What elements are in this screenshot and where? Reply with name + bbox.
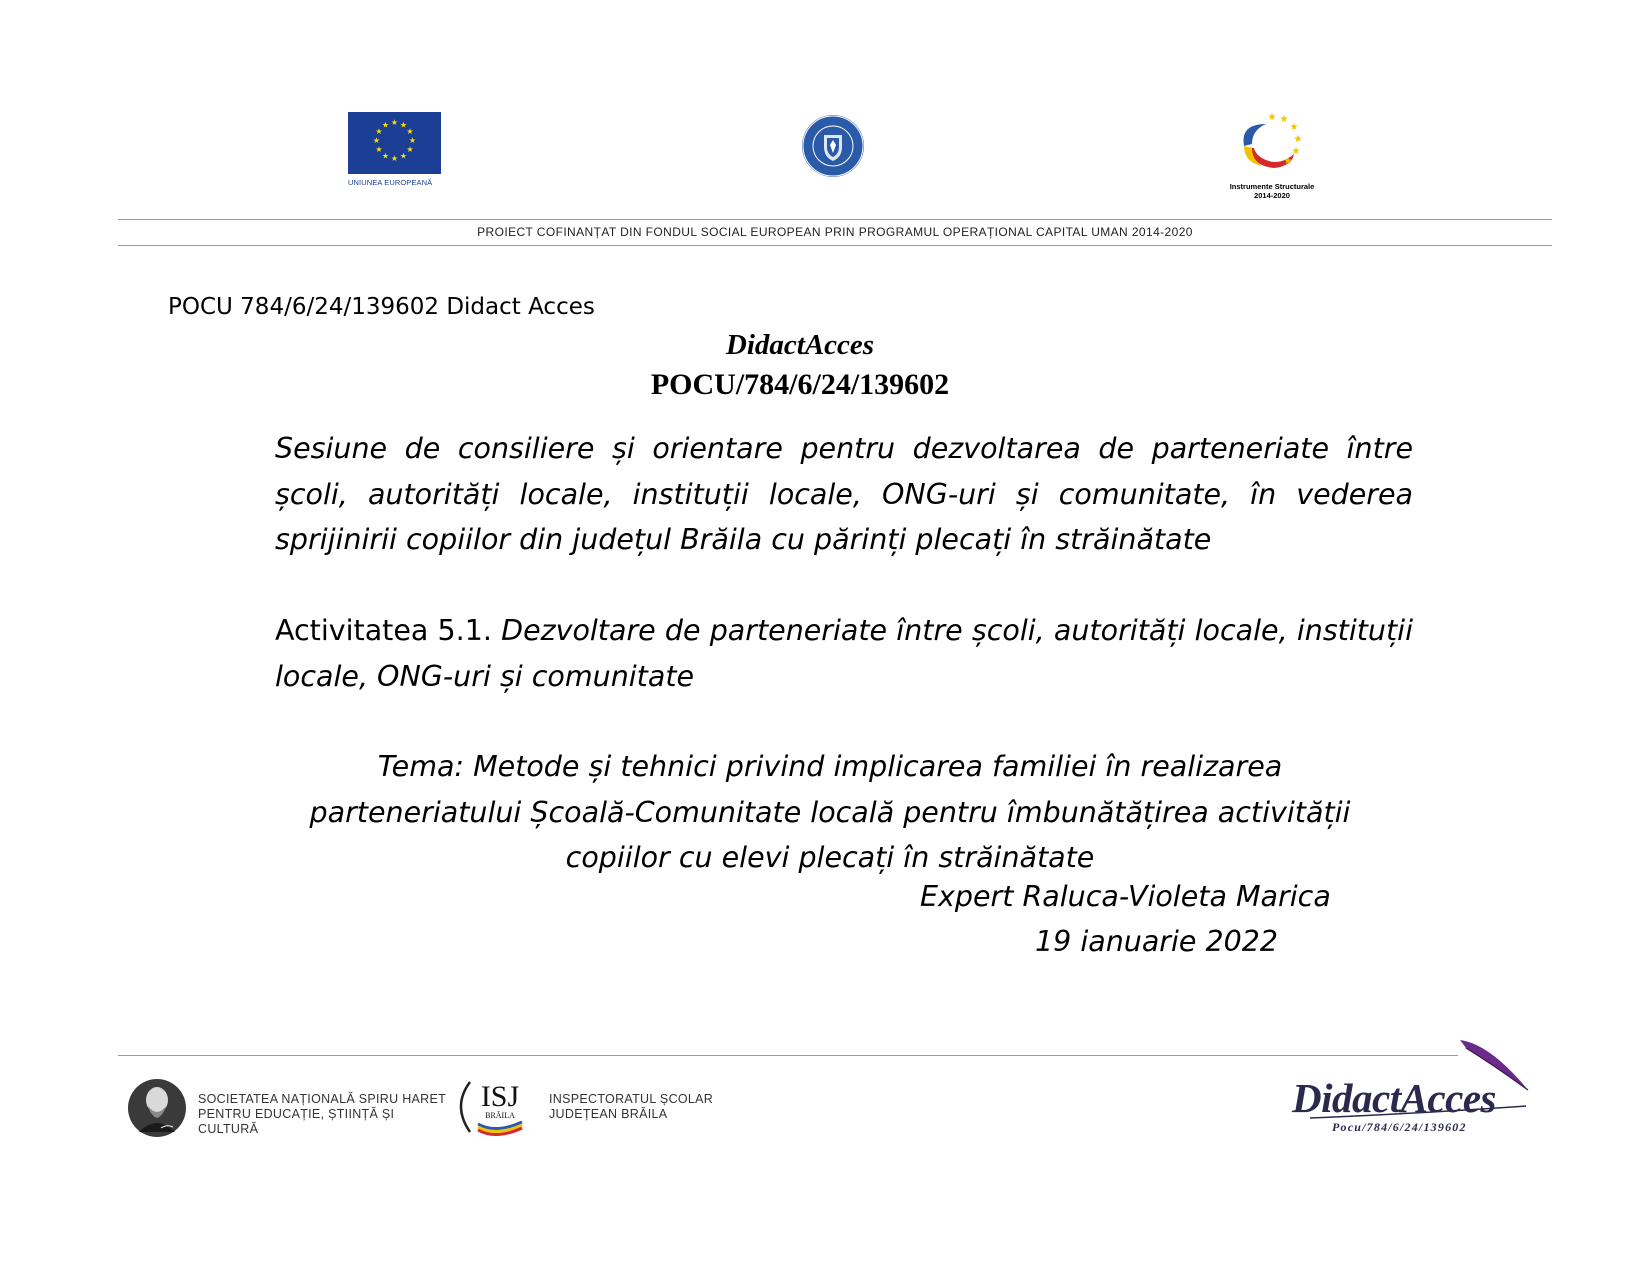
svg-text:★: ★ <box>399 151 408 161</box>
theme-block <box>265 744 1395 881</box>
svg-text:★: ★ <box>375 127 383 136</box>
svg-text:★: ★ <box>381 120 390 130</box>
svg-text:★: ★ <box>1291 146 1301 157</box>
is-caption-line1: Instrumente Structurale <box>1229 182 1315 191</box>
isj-braila-logo <box>456 1072 536 1140</box>
theme-line-1: Tema: Metode și tehnici privind implicarea familiei în realizarea <box>377 750 1283 783</box>
isj-line-1: INSPECTORATUL ȘCOLAR <box>549 1092 714 1106</box>
eu-logo <box>348 112 443 192</box>
instrumente-structurale-logo <box>1222 110 1322 205</box>
isj-logo-letters: ISJ <box>480 1080 520 1113</box>
svg-text:★: ★ <box>408 136 417 145</box>
spiru-line-1: SOCIETATEA NAȚIONALĂ SPIRU HARET <box>198 1092 447 1106</box>
theme-line-2: parteneriatului Școală-Comunitate locală pentru îmbunătățirea activității <box>309 795 1351 829</box>
activity-label: Activitatea 5.1. <box>275 614 502 647</box>
svg-text:★: ★ <box>375 145 383 154</box>
project-title-name: DidactAcces <box>725 329 875 361</box>
svg-text:★: ★ <box>406 145 414 154</box>
svg-text:★: ★ <box>406 127 414 136</box>
is-caption-line2: 2014-2020 <box>1254 191 1290 200</box>
spiru-haret-name <box>198 1092 448 1137</box>
header-bottom-rule <box>118 245 1552 246</box>
spiru-line-2: PENTRU EDUCAȚIE, ȘTIINȚĂ ȘI CULTURĂ <box>198 1107 395 1136</box>
eu-flag-icon <box>348 112 441 174</box>
isj-line-2: JUDEȚEAN BRĂILA <box>549 1107 668 1121</box>
svg-text:★: ★ <box>1289 122 1299 133</box>
header-top-rule <box>118 219 1552 220</box>
government-seal-logo <box>800 113 866 179</box>
session-description: Sesiune de consiliere și orientare pentru dezvoltarea de parteneriate între școli, autorități locale, instituții locale, ONG-uri și comunitate, în vederea sprijinirii copiilor din județul Brăila cu părinți plecați în străinătate <box>275 432 1413 556</box>
svg-text:★: ★ <box>381 151 390 161</box>
footer-rule <box>118 1055 1458 1056</box>
theme-line-3: copiilor cu elevi plecați în străinătate <box>565 841 1095 874</box>
svg-text:★: ★ <box>1279 114 1289 125</box>
project-title-code: POCU/784/6/24/139602 <box>650 368 950 401</box>
svg-text:★: ★ <box>372 136 381 145</box>
svg-text:★: ★ <box>1293 134 1303 145</box>
didactacces-logo-code: Pocu/784/6/24/139602 <box>1332 1120 1467 1134</box>
didactacces-logo <box>1290 1030 1540 1140</box>
isj-logo-sub: BRĂILA <box>485 1111 515 1120</box>
activity-title: Dezvoltare de parteneriate între școli, autorități locale, instituții locale, ONG-uri și comunitate <box>275 614 1414 693</box>
svg-text:★: ★ <box>1283 156 1293 167</box>
funding-banner: PROIECT COFINANȚAT DIN FONDUL SOCIAL EUROPEAN PRIN PROGRAMUL OPERAȚIONAL CAPITAL UMAN 2014-2020 <box>477 225 1193 239</box>
svg-text:★: ★ <box>390 118 399 127</box>
instrumente-structurale-caption <box>1222 182 1322 200</box>
activity-paragraph <box>275 608 1413 699</box>
svg-text:★: ★ <box>399 120 408 130</box>
presentation-date: 19 ianuarie 2022 <box>1035 925 1279 958</box>
svg-text:★: ★ <box>390 154 399 163</box>
project-code: POCU 784/6/24/139602 Didact Acces <box>168 294 595 320</box>
svg-text:★: ★ <box>1267 112 1277 123</box>
spiru-haret-portrait-logo <box>127 1074 187 1140</box>
expert-name: Expert Raluca-Violeta Marica <box>920 880 1331 913</box>
didactacces-logo-word: DidactAcces <box>1292 1075 1496 1121</box>
eu-caption: UNIUNEA EUROPEANĂ <box>348 178 433 187</box>
isj-braila-name <box>549 1092 749 1122</box>
